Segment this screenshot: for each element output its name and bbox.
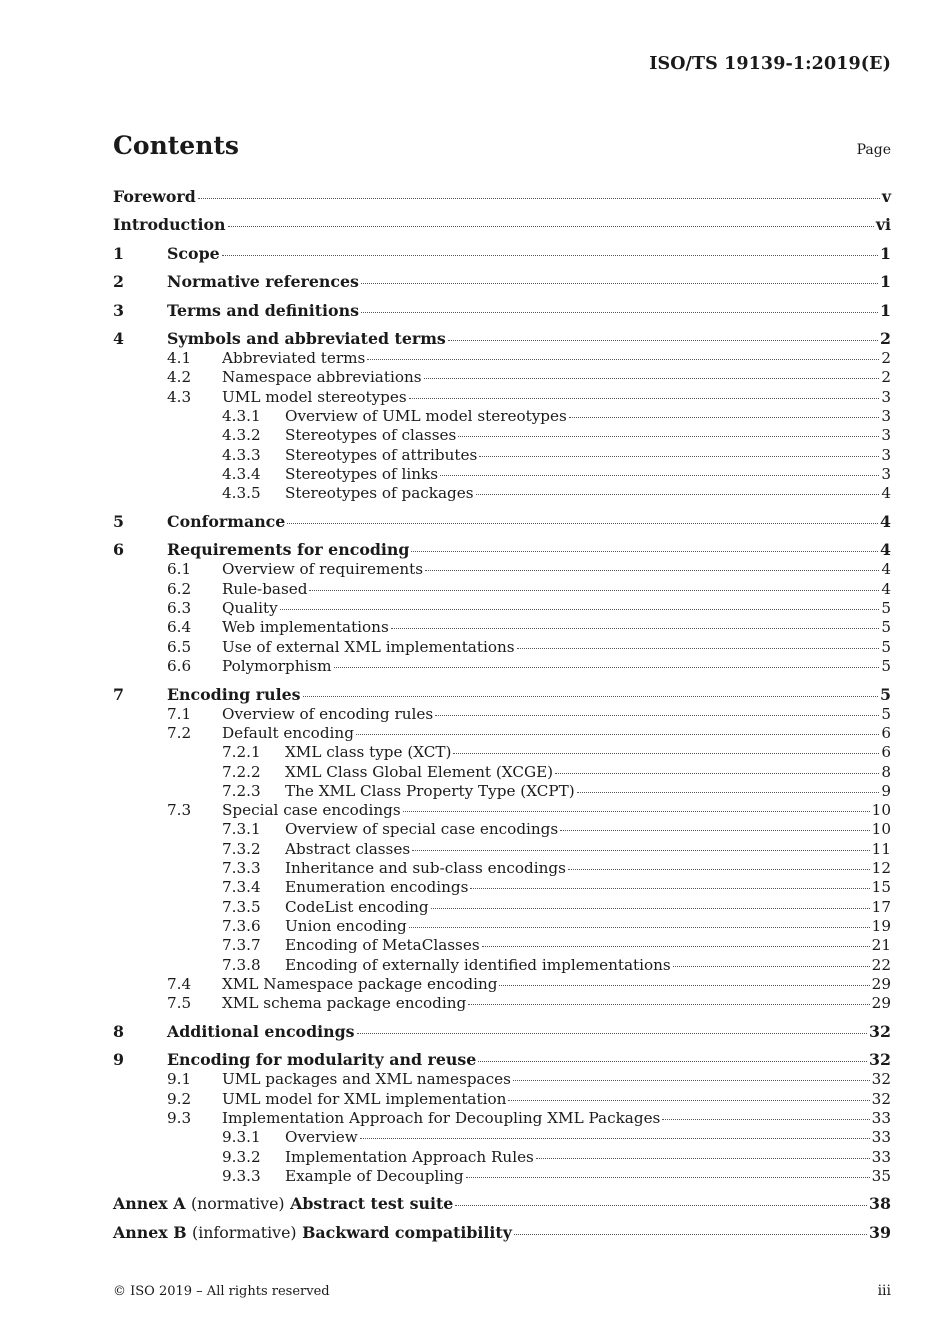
toc-entry-number: 7.3.1 xyxy=(222,820,261,838)
toc-entry-title: Terms and definitions xyxy=(167,301,359,320)
toc-entry[interactable] xyxy=(222,897,891,917)
toc-entry-number: 7.2 xyxy=(167,724,192,742)
toc-entry[interactable] xyxy=(222,916,891,936)
toc-entry[interactable] xyxy=(167,559,891,579)
annex-qualifier: (informative) xyxy=(192,1223,297,1242)
annex-title: Backward compatibility xyxy=(302,1223,512,1242)
toc-entry-title: Foreword xyxy=(113,187,196,206)
dot-leader xyxy=(409,926,870,928)
dot-leader xyxy=(435,714,879,716)
toc-entry[interactable] xyxy=(167,637,891,657)
toc-entry-title: Quality xyxy=(222,599,278,617)
toc-entry-title xyxy=(113,1223,512,1243)
toc-entry[interactable] xyxy=(113,1223,891,1243)
footer-page-number: iii xyxy=(877,1283,891,1299)
toc-entry-title: Stereotypes of links xyxy=(285,465,438,483)
toc-entry-page: 3 xyxy=(881,407,891,425)
dot-leader xyxy=(361,311,878,313)
toc-entry-page: 29 xyxy=(871,975,891,993)
toc-entry[interactable] xyxy=(167,1089,891,1109)
toc-entry[interactable] xyxy=(222,877,891,897)
dot-leader xyxy=(470,887,869,889)
toc-entry-page: 4 xyxy=(881,580,891,598)
toc-entry-number: 3 xyxy=(113,301,124,320)
toc-entry-page: 11 xyxy=(871,840,891,858)
toc-entry-page: 22 xyxy=(871,956,891,974)
toc-entry-number: 9.3.2 xyxy=(222,1148,261,1166)
toc-entry-title: Stereotypes of classes xyxy=(285,426,457,444)
toc-entry-title: Implementation Approach Rules xyxy=(285,1148,534,1166)
toc-entry[interactable] xyxy=(167,1108,891,1128)
toc-entry-title: XML Class Global Element (XCGE) xyxy=(285,763,554,781)
dot-leader xyxy=(424,377,880,379)
toc-entry-title: Additional encodings xyxy=(167,1022,355,1041)
dot-leader xyxy=(367,358,879,360)
toc-entry-title: Abstract classes xyxy=(285,840,411,858)
toc-entry-page: 5 xyxy=(881,599,891,617)
toc-entry[interactable] xyxy=(222,781,891,801)
toc-entry-number: 9.3 xyxy=(167,1109,192,1127)
toc-entry-page: 19 xyxy=(871,917,891,935)
toc-entry-title: Encoding rules xyxy=(167,685,301,704)
footer-copyright: © ISO 2019 – All rights reserved xyxy=(113,1284,330,1299)
toc-entry-page: 3 xyxy=(881,446,891,464)
contents-title: Contents xyxy=(113,131,240,160)
toc-entry[interactable] xyxy=(113,685,891,705)
toc-entry-number: 4.2 xyxy=(167,368,192,386)
toc-entry-page: 4 xyxy=(881,560,891,578)
dot-leader xyxy=(662,1118,869,1120)
dot-leader xyxy=(468,1003,869,1005)
toc-entry-number: 4.3.2 xyxy=(222,426,261,444)
toc-entry-number: 9.1 xyxy=(167,1070,192,1088)
toc-entry-title: XML schema package encoding xyxy=(222,994,467,1012)
annex-qualifier: (normative) xyxy=(190,1194,285,1213)
dot-leader xyxy=(411,550,878,552)
dot-leader xyxy=(287,522,878,524)
toc-entry-page: 32 xyxy=(871,1090,891,1108)
toc-entry-title: Stereotypes of attributes xyxy=(285,446,478,464)
dot-leader xyxy=(673,965,870,967)
toc-entry-title: Enumeration encodings xyxy=(285,878,469,896)
toc-entry-page: 3 xyxy=(881,465,891,483)
dot-leader xyxy=(361,282,878,284)
toc-entry-page: 5 xyxy=(880,685,891,704)
dot-leader xyxy=(448,339,878,341)
dot-leader xyxy=(357,1032,867,1034)
toc-entry-page: 4 xyxy=(881,484,891,502)
toc-entry-title: Symbols and abbreviated terms xyxy=(167,329,446,348)
toc-entry-number: 6.4 xyxy=(167,618,192,636)
annex-label: Annex A xyxy=(113,1194,186,1213)
toc-entry-page: 17 xyxy=(871,898,891,916)
toc-entry-number: 7.5 xyxy=(167,994,192,1012)
toc-entry-page: 39 xyxy=(869,1223,891,1242)
toc-entry-page: 4 xyxy=(880,512,891,531)
toc-entry-number: 4.3.1 xyxy=(222,407,261,425)
toc-entry-title: Normative references xyxy=(167,272,359,291)
toc-entry-number: 7.3.7 xyxy=(222,936,261,954)
toc-entry-number: 7.2.1 xyxy=(222,743,261,761)
dot-leader xyxy=(555,772,879,774)
toc-entry[interactable] xyxy=(167,974,891,994)
dot-leader xyxy=(458,435,879,437)
dot-leader xyxy=(482,945,870,947)
toc-entry-title: UML model stereotypes xyxy=(222,388,407,406)
toc-entry-number: 7.3 xyxy=(167,801,192,819)
toc-entry-number: 7 xyxy=(113,685,124,704)
toc-entry-page: 38 xyxy=(869,1194,891,1213)
dot-leader xyxy=(309,589,879,591)
toc-entry-number: 7.3.8 xyxy=(222,956,261,974)
dot-leader xyxy=(228,225,874,227)
toc-entry[interactable] xyxy=(113,187,891,207)
toc-entry-page: 12 xyxy=(871,859,891,877)
toc-entry-number: 7.3.2 xyxy=(222,840,261,858)
toc-entry-title: Scope xyxy=(167,244,220,263)
toc-entry-title: Encoding for modularity and reuse xyxy=(167,1050,477,1069)
toc-entry-number: 7.1 xyxy=(167,705,192,723)
toc-entry-number: 6.6 xyxy=(167,657,192,675)
toc-entry[interactable] xyxy=(167,993,891,1013)
toc-entry[interactable] xyxy=(113,329,891,349)
toc-entry[interactable] xyxy=(167,348,891,368)
dot-leader xyxy=(425,569,879,571)
document-code: ISO/TS 19139-1:2019(E) xyxy=(649,54,891,74)
dot-leader xyxy=(560,829,869,831)
toc-entry-number: 6.2 xyxy=(167,580,192,598)
toc-entry-page: 8 xyxy=(881,763,891,781)
toc-entry-page: 1 xyxy=(880,301,891,320)
toc-entry-title: Overview of requirements xyxy=(222,560,424,578)
toc-entry-page: 10 xyxy=(871,820,891,838)
dot-leader xyxy=(280,608,880,610)
toc-entry[interactable] xyxy=(222,955,891,975)
toc-entry[interactable] xyxy=(222,858,891,878)
dot-leader xyxy=(536,1157,870,1159)
toc-entry[interactable] xyxy=(113,272,891,292)
toc-entry-page: 3 xyxy=(881,426,891,444)
toc-entry-number: 4.3.4 xyxy=(222,465,261,483)
toc-entry[interactable] xyxy=(222,819,891,839)
toc-entry-number: 1 xyxy=(113,244,124,263)
toc-entry-page: 35 xyxy=(871,1167,891,1185)
toc-entry[interactable] xyxy=(167,579,891,599)
toc-entry[interactable] xyxy=(113,215,891,235)
toc-entry-number: 4.3 xyxy=(167,388,192,406)
toc-entry-title: Overview of encoding rules xyxy=(222,705,434,723)
toc-entry-title: XML class type (XCT) xyxy=(285,743,452,761)
toc-entry-number: 9 xyxy=(113,1050,124,1069)
dot-leader xyxy=(303,695,878,697)
toc-entry[interactable] xyxy=(222,483,891,503)
dot-leader xyxy=(409,397,880,399)
toc-entry[interactable] xyxy=(113,1194,891,1214)
toc-entry-number: 6.5 xyxy=(167,638,192,656)
dot-leader xyxy=(479,455,879,457)
toc-entry-title: Encoding of externally identified implementations xyxy=(285,956,671,974)
toc-entry-number: 4.3.3 xyxy=(222,446,261,464)
dot-leader xyxy=(431,907,870,909)
annex-title: Abstract test suite xyxy=(290,1194,454,1213)
toc-entry-page: 9 xyxy=(881,782,891,800)
toc-entry[interactable] xyxy=(167,656,891,676)
toc-entry-title: Requirements for encoding xyxy=(167,540,410,559)
dot-leader xyxy=(440,474,879,476)
toc-entry[interactable] xyxy=(113,1022,891,1042)
toc-entry-number: 6.1 xyxy=(167,560,192,578)
toc-entry-page: 3 xyxy=(881,388,891,406)
toc-entry[interactable] xyxy=(222,762,891,782)
toc-entry[interactable] xyxy=(222,464,891,484)
dot-leader xyxy=(508,1099,869,1101)
toc-entry-title: Overview of UML model stereotypes xyxy=(285,407,567,425)
toc-entry[interactable] xyxy=(222,425,891,445)
toc-entry-number: 2 xyxy=(113,272,124,291)
toc-entry-title: Overview of special case encodings xyxy=(285,820,559,838)
toc-entry[interactable] xyxy=(113,1050,891,1070)
toc-entry[interactable] xyxy=(167,387,891,407)
toc-entry[interactable] xyxy=(113,244,891,264)
dot-leader xyxy=(499,984,869,986)
toc-entry-title: CodeList encoding xyxy=(285,898,429,916)
toc-entry-number: 9.2 xyxy=(167,1090,192,1108)
toc-entry-page: 21 xyxy=(871,936,891,954)
dot-leader xyxy=(568,868,870,870)
toc-entry-number: 8 xyxy=(113,1022,124,1041)
toc-entry[interactable] xyxy=(222,1147,891,1167)
toc-entry-title: The XML Class Property Type (XCPT) xyxy=(285,782,575,800)
toc-entry-page: 6 xyxy=(881,743,891,761)
toc-entry-title: Introduction xyxy=(113,215,226,234)
toc-entry-title: Special case encodings xyxy=(222,801,401,819)
dot-leader xyxy=(334,666,880,668)
dot-leader xyxy=(391,627,880,629)
toc-entry-number: 6.3 xyxy=(167,599,192,617)
toc-entry-page: v xyxy=(881,187,891,206)
toc-entry[interactable] xyxy=(113,301,891,321)
toc-entry-page: 2 xyxy=(881,349,891,367)
toc-entry-page: 10 xyxy=(871,801,891,819)
dot-leader xyxy=(513,1079,870,1081)
toc-entry[interactable] xyxy=(167,723,891,743)
toc-entry-number: 7.3.4 xyxy=(222,878,261,896)
toc-entry[interactable] xyxy=(222,1166,891,1186)
toc-entry-title: Default encoding xyxy=(222,724,354,742)
toc-entry-title xyxy=(113,1194,453,1214)
toc-entry[interactable] xyxy=(222,742,891,762)
dot-leader xyxy=(517,647,880,649)
toc-entry-title: Web implementations xyxy=(222,618,389,636)
dot-leader xyxy=(222,254,878,256)
page-column-label: Page xyxy=(856,142,891,158)
dot-leader xyxy=(403,810,870,812)
toc-entry-title: Inheritance and sub-class encodings xyxy=(285,859,566,877)
dot-leader xyxy=(453,752,879,754)
toc-entry-title: Example of Decoupling xyxy=(285,1167,464,1185)
toc-entry[interactable] xyxy=(167,598,891,618)
dot-leader xyxy=(569,416,880,418)
toc-entry-page: 5 xyxy=(881,657,891,675)
toc-entry-number: 4.1 xyxy=(167,349,192,367)
toc-entry-title: Abbreviated terms xyxy=(222,349,366,367)
toc-entry-title: Overview xyxy=(285,1128,358,1146)
toc-entry-title: XML Namespace package encoding xyxy=(222,975,498,993)
dot-leader xyxy=(478,1060,867,1062)
toc-entry-title: Use of external XML implementations xyxy=(222,638,515,656)
toc-entry-title: Namespace abbreviations xyxy=(222,368,422,386)
toc-entry-number: 7.3.5 xyxy=(222,898,261,916)
toc-entry-page: vi xyxy=(875,215,891,234)
toc-entry-title: UML packages and XML namespaces xyxy=(222,1070,511,1088)
toc-entry-number: 7.3.6 xyxy=(222,917,261,935)
toc-entry-number: 9.3.3 xyxy=(222,1167,261,1185)
toc-entry-number: 7.3.3 xyxy=(222,859,261,877)
toc-entry-number: 7.4 xyxy=(167,975,192,993)
toc-entry-title: Union encoding xyxy=(285,917,407,935)
dot-leader xyxy=(476,493,880,495)
toc-entry[interactable] xyxy=(167,617,891,637)
toc-entry-page: 2 xyxy=(880,329,891,348)
dot-leader xyxy=(198,197,880,199)
toc-entry[interactable] xyxy=(222,839,891,859)
toc-entry-title: Polymorphism xyxy=(222,657,332,675)
toc-entry-number: 9.3.1 xyxy=(222,1128,261,1146)
toc-entry[interactable] xyxy=(113,512,891,532)
toc-entry-page: 29 xyxy=(871,994,891,1012)
toc-entry-title: Encoding of MetaClasses xyxy=(285,936,480,954)
toc-entry-page: 1 xyxy=(880,244,891,263)
toc-entry-number: 7.2.3 xyxy=(222,782,261,800)
toc-entry-number: 4.3.5 xyxy=(222,484,261,502)
toc-entry-page: 33 xyxy=(871,1109,891,1127)
toc-entry-title: Rule-based xyxy=(222,580,308,598)
toc-entry[interactable] xyxy=(222,1127,891,1147)
dot-leader xyxy=(455,1204,867,1206)
toc-entry-title: Stereotypes of packages xyxy=(285,484,474,502)
toc-entry-page: 2 xyxy=(881,368,891,386)
toc-entry-page: 4 xyxy=(880,540,891,559)
toc-entry[interactable] xyxy=(113,540,891,560)
toc-entry[interactable] xyxy=(222,406,891,426)
toc-entry-page: 1 xyxy=(880,272,891,291)
dot-leader xyxy=(360,1137,870,1139)
dot-leader xyxy=(466,1176,870,1178)
annex-label: Annex B xyxy=(113,1223,187,1242)
toc-entry-page: 6 xyxy=(881,724,891,742)
toc-entry-page: 32 xyxy=(869,1022,891,1041)
dot-leader xyxy=(514,1233,867,1235)
toc-entry-page: 5 xyxy=(881,638,891,656)
toc-entry-number: 7.2.2 xyxy=(222,763,261,781)
dot-leader xyxy=(577,791,880,793)
toc-entry-page: 33 xyxy=(871,1128,891,1146)
toc-entry-page: 5 xyxy=(881,705,891,723)
toc-entry[interactable] xyxy=(167,1069,891,1089)
dot-leader xyxy=(412,849,870,851)
toc-entry-page: 33 xyxy=(871,1148,891,1166)
toc-entry[interactable] xyxy=(222,935,891,955)
toc-entry[interactable] xyxy=(167,367,891,387)
toc-entry[interactable] xyxy=(167,800,891,820)
toc-entry-title: Conformance xyxy=(167,512,286,531)
toc-entry-number: 4 xyxy=(113,329,124,348)
toc-entry-page: 32 xyxy=(869,1050,891,1069)
toc-entry-number: 5 xyxy=(113,512,124,531)
toc-entry-page: 15 xyxy=(871,878,891,896)
toc-entry-number: 6 xyxy=(113,540,124,559)
toc-entry-title: Implementation Approach for Decoupling XML Packages xyxy=(222,1109,661,1127)
toc-entry-page: 5 xyxy=(881,618,891,636)
toc-entry-page: 32 xyxy=(871,1070,891,1088)
dot-leader xyxy=(356,733,879,735)
toc-entry[interactable] xyxy=(167,704,891,724)
toc-entry[interactable] xyxy=(222,445,891,465)
toc-entry-title: UML model for XML implementation xyxy=(222,1090,507,1108)
